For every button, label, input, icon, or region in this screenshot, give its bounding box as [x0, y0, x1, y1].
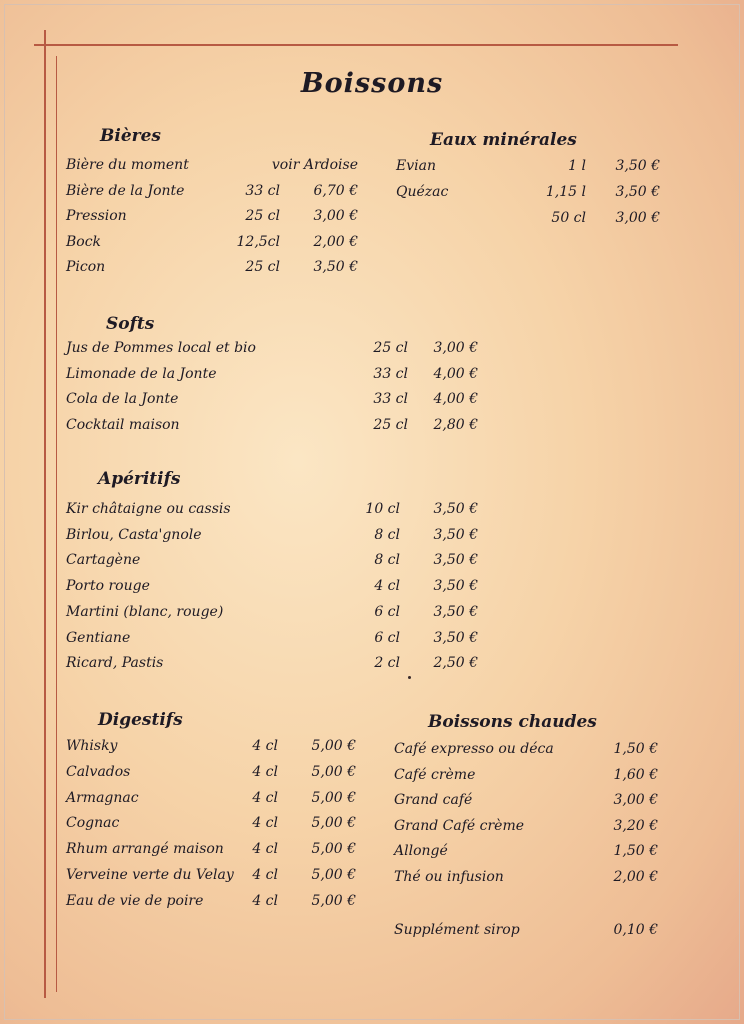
item-quantity: 1,15 l [545, 184, 586, 200]
item-name: Evian [396, 158, 436, 174]
softs-row [0, 391, 744, 413]
eaux-row [0, 158, 744, 180]
item-price: 5,00 € [311, 892, 356, 909]
item-price: 3,50 € [313, 259, 358, 275]
item-quantity: 4 cl [252, 738, 278, 754]
item-quantity: 4 cl [252, 815, 278, 832]
item-price: 5,00 € [311, 738, 356, 754]
item-price: 1,50 € [613, 741, 658, 757]
item-quantity: 4 cl [374, 578, 400, 595]
item-name: Café crème [394, 766, 476, 783]
item-price: 0,10 € [613, 922, 658, 938]
item-name: Bière du moment [66, 157, 189, 173]
item-name: Cocktail maison [66, 416, 180, 433]
item-quantity: 2 cl [374, 655, 400, 672]
digestifs-row [0, 893, 744, 915]
item-name: Martini (blanc, rouge) [66, 603, 224, 620]
item-quantity: 33 cl [373, 365, 408, 382]
item-quantity: 1 l [568, 158, 586, 174]
item-name: Allongé [394, 843, 448, 859]
item-name: Cognac [66, 815, 120, 832]
item-name: Picon [66, 259, 106, 275]
chaudes-row [0, 843, 744, 865]
bieres-row [0, 234, 744, 256]
item-price: 3,50 € [433, 629, 478, 646]
item-price: 3,00 € [313, 208, 358, 224]
item-price: 4,00 € [433, 365, 478, 382]
stray-dot [408, 676, 411, 679]
item-price: 3,00 € [615, 210, 660, 226]
item-price: 2,00 € [613, 868, 658, 885]
item-name: Cola de la Jonte [66, 391, 179, 407]
eaux-row [0, 184, 744, 206]
item-quantity: 6 cl [374, 603, 400, 620]
softs-row [0, 417, 744, 439]
item-quantity: 4 cl [252, 789, 278, 806]
item-quantity: 33 cl [245, 182, 280, 199]
section-heading-bieres: Bières [100, 126, 161, 146]
item-price: 3,50 € [433, 552, 478, 569]
item-price: 5,00 € [311, 763, 356, 780]
section-heading-chaudes: Boissons chaudes [428, 712, 597, 732]
item-name: Cartagène [66, 552, 141, 569]
item-price: 3,50 € [433, 526, 478, 543]
item-name: Jus de Pommes local et bio [66, 340, 256, 356]
item-name: Eau de vie de poire [66, 892, 204, 909]
item-name: Café expresso ou déca [394, 741, 554, 757]
item-price: 3,50 € [615, 184, 660, 200]
item-quantity: 4 cl [252, 841, 278, 858]
item-quantity: 4 cl [252, 763, 278, 780]
item-price: 1,60 € [613, 766, 658, 783]
aperitifs-row [0, 578, 744, 600]
item-quantity: 6 cl [374, 629, 400, 646]
softs-row [0, 340, 744, 362]
item-price: 3,50 € [433, 501, 478, 517]
item-quantity: 50 cl [551, 210, 586, 226]
item-name: Ricard, Pastis [66, 655, 164, 672]
chaudes-row [0, 767, 744, 789]
item-price: 3,50 € [615, 158, 660, 174]
chaudes-row [0, 741, 744, 763]
item-quantity: 8 cl [374, 526, 400, 543]
item-name: Quézac [396, 184, 449, 200]
item-price: 1,50 € [613, 843, 658, 859]
item-name: Pression [66, 208, 127, 224]
aperitifs-row [0, 527, 744, 549]
item-quantity: 25 cl [245, 259, 280, 275]
menu-title: Boissons [300, 68, 444, 99]
item-name: Limonade de la Jonte [66, 365, 217, 382]
item-quantity: 25 cl [373, 340, 408, 356]
item-price: 5,00 € [311, 841, 356, 858]
item-price: 3,50 € [433, 603, 478, 620]
item-name: Kir châtaigne ou cassis [66, 501, 231, 517]
section-heading-digestifs: Digestifs [98, 710, 183, 730]
item-quantity: 8 cl [374, 552, 400, 569]
top-rule [34, 44, 678, 46]
item-price: 4,00 € [433, 391, 478, 407]
item-quantity: 4 cl [252, 867, 278, 883]
item-name: Rhum arrangé maison [66, 841, 224, 858]
item-name: Thé ou infusion [394, 868, 504, 885]
item-name: Grand Café crème [394, 817, 525, 834]
item-quantity: 33 cl [373, 391, 408, 407]
item-name: Calvados [66, 763, 131, 780]
item-price: 2,80 € [433, 416, 478, 433]
item-price: 3,00 € [433, 340, 478, 356]
item-price: 2,50 € [433, 655, 478, 672]
aperitifs-row [0, 552, 744, 574]
section-heading-eaux: Eaux minérales [430, 130, 577, 150]
chaudes-row [0, 789, 744, 814]
aperitifs-row [0, 501, 744, 523]
aperitifs-row [0, 604, 744, 626]
item-name: Supplément sirop [394, 922, 520, 938]
item-price: 2,00 € [313, 233, 358, 250]
item-quantity: 10 cl [365, 501, 400, 517]
item-name: Armagnac [66, 789, 139, 806]
item-price: 5,00 € [311, 815, 356, 832]
eaux-row [0, 210, 744, 232]
section-heading-softs: Softs [106, 314, 155, 334]
item-name: Birlou, Casta'gnole [66, 526, 202, 543]
item-name: Porto rouge [66, 578, 150, 595]
chaudes-row [0, 818, 744, 840]
item-price: 3,20 € [613, 817, 658, 834]
softs-row [0, 366, 744, 388]
bieres-row [0, 259, 744, 281]
chaudes-row [0, 869, 744, 891]
aperitifs-row [0, 655, 744, 677]
item-quantity: 4 cl [252, 892, 278, 909]
item-name: Whisky [66, 738, 118, 754]
item-price: 3,50 € [433, 578, 478, 595]
item-name: Grand café [394, 792, 473, 808]
section-heading-aperitifs: Apéritifs [98, 469, 181, 489]
aperitifs-row [0, 630, 744, 652]
item-quantity: 25 cl [245, 208, 280, 224]
item-name: Bière de la Jonte [66, 182, 185, 199]
item-quantity: 25 cl [373, 416, 408, 433]
item-name: Verveine verte du Velay [66, 867, 234, 883]
item-name: Bock [66, 233, 102, 250]
item-quantity: 12,5cl [236, 233, 280, 250]
supplement-row [0, 922, 744, 944]
item-price: 5,00 € [311, 867, 356, 883]
item-name: Gentiane [66, 629, 131, 646]
item-price: voir Ardoise [271, 157, 358, 173]
item-price: 3,00 € [613, 792, 658, 808]
item-price: 5,00 € [311, 789, 356, 806]
item-price: 6,70 € [313, 182, 358, 199]
